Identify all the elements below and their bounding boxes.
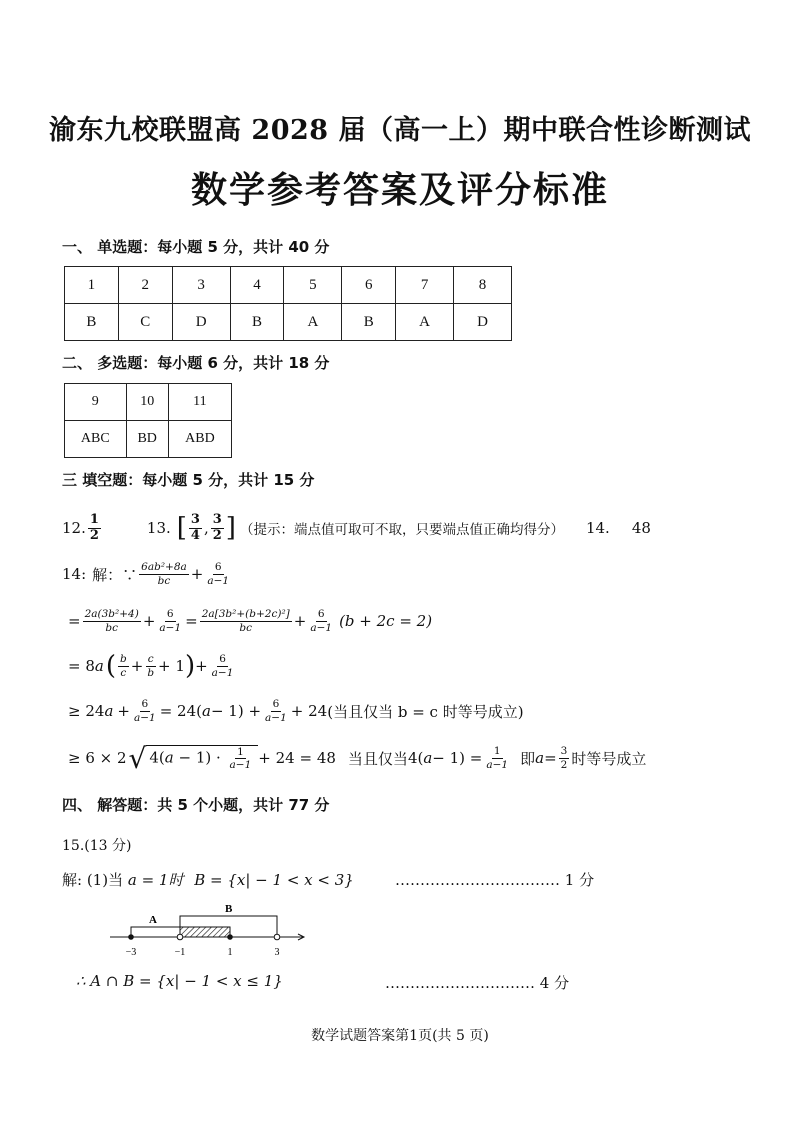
table-cell: 1 [65,267,119,304]
multi-choice-number-row [65,384,232,421]
open-point-neg1 [177,934,183,940]
table-cell: 8 [454,267,512,304]
label-b: B [225,903,233,915]
fill-blank-answers: 12. $\frac{1}{2}$ 13. [ $\frac{3}{4}$ , $\frac{3}{2}$ ] （提示：端点值可取可不取，只要端点值正确均得分） 14. 48 [62,511,651,543]
closed-point-1 [227,934,233,940]
fraction: $\frac{b}{c}$ [120,653,127,679]
table-cell: D [454,304,512,341]
q15-score-1: 1 分 [564,871,595,889]
table-cell: 9 [65,384,127,421]
q14-condition1: (当且仅当 b = c 时等号成立) [327,702,524,721]
q15-line1-set: B = {x| − 1 < x < 3} [194,871,354,889]
single-choice-answer-row [65,304,512,341]
tick-label: 3 [274,947,280,958]
q14-condition2: 当且仅当 [347,749,408,768]
q13-a-denominator: 4 [190,527,200,543]
table-cell: 5 [284,267,342,304]
label-a: A [149,914,157,926]
open-point-3 [274,934,280,940]
tick-label: −3 [125,947,137,958]
tick-label: 1 [227,947,233,958]
table-cell: ABD [168,421,231,458]
table-cell: C [118,304,172,341]
q13-a-numerator: 3 [190,511,200,527]
table-cell: B [230,304,284,341]
dot-leader: …………………………… [395,871,560,889]
table-cell: 11 [168,384,231,421]
fraction: $\frac{6}{a-1}$ [207,561,230,587]
q14-line3: = 8 a ( $\frac{b}{c}$ + $\frac{c}{b}$ + 1 ) + $\frac{6}{a-1}$ [68,651,234,681]
fraction: $\frac{6}{a-1}$ [265,698,287,724]
intersection-hatch [180,927,230,937]
table-cell: 4 [230,267,284,304]
number-line-diagram [105,903,315,961]
q14-condition2b: 即 [520,749,536,768]
q12-fraction [88,513,101,544]
fraction: $\frac{c}{b}$ [147,653,155,679]
q14-line4: ≥ 24 a + $\frac{6}{a-1}$ = 24( a − 1) + $\frac{6}{a-1}$ + 24 (当且仅当 b = c 时等号成立) [68,698,524,724]
q14-line1: 14: 解：∵ $\frac{\text{6ab²+8a}}{bc}$ + $\frac{6}{a-1}$ [62,561,230,587]
q15-score-2: 4 分 [539,974,570,992]
fraction: $\frac{\text{2a(3b²+4)}}{bc}$ [84,608,139,634]
q14-line5: ≥ 6 × 2 √ 4(a − 1) · $\frac{1}{a-1}$ + 24 = 48 当且仅当 4( a − 1) = $\frac{1}{a-1}$ 即 a = $\frac{3}{2}$ 时等号成立 [68,741,647,775]
fraction: $\frac{6}{a-1}$ [133,698,156,724]
q15-line2-score-row [385,972,569,993]
q14-label: 14: [62,565,87,583]
page-footer: 数学试题答案第1页(共 5 页) [311,1028,489,1044]
tick-label: −1 [174,947,186,958]
table-cell: 7 [396,267,454,304]
square-root: 4(a − 1) · $\frac{1}{a-1}$ [146,745,258,771]
table-cell: 10 [126,384,168,421]
fraction: $\frac{1}{a-1}$ [486,745,509,771]
table-cell: B [65,304,119,341]
section3-heading: 三 填空题：每小题 5 分，共计 15 分 [62,471,315,489]
table-cell: D [172,304,230,341]
table-cell: B [342,304,396,341]
q15-line1 [62,869,354,890]
fraction: $\frac{\text{6ab²+8a}}{bc}$ [141,561,187,587]
q14-answer: 48 [631,519,651,537]
title-line2: 数学参考答案及评分标准 [190,169,609,211]
single-choice-number-row [65,267,512,304]
q13-note: （提示：端点值可取可不取，只要端点值正确均得分） [239,522,564,538]
fraction: $\frac{6}{a-1}$ [211,653,234,679]
table-cell: A [396,304,454,341]
fraction: $\frac{3}{2}$ [560,745,568,771]
q15-line1-cond: a = 1时 [127,871,184,889]
section4-heading: 四、 解答题：共 5 个小题，共计 77 分 [62,796,330,814]
q13-b-denominator: 2 [212,527,222,543]
table-cell: 6 [342,267,396,304]
closed-point-neg3 [128,934,134,940]
q14-answer-label: 14. [585,519,610,537]
q13-fraction-b [211,513,224,544]
fraction: $\frac{6}{a-1}$ [310,608,333,634]
multi-choice-table [64,383,232,458]
section1-heading: 一、 单选题：每小题 5 分，共计 40 分 [62,238,330,256]
q14-condition2c: 时等号成立 [571,749,647,768]
q15-line2-set: ∴ A ∩ B = {x| − 1 < x ≤ 1} [76,972,283,990]
q15-line1-prefix: 解: (1)当 [62,871,124,889]
q14-line2: = $\frac{\text{2a(3b²+4)}}{bc}$ + $\frac{6}{a-1}$ = $\frac{\text{2a[3b²+(b+2c)²]}}{bc}$ + $\frac{6}{a-1}$ (b + 2c = 2) [68,608,433,634]
q13-fraction-a [189,513,202,544]
fraction: $\frac{\text{2a[3b²+(b+2c)²]}}{bc}$ [201,608,290,634]
dot-leader: ………………………… [385,974,535,992]
table-cell: 2 [118,267,172,304]
table-cell: 3 [172,267,230,304]
fraction: $\frac{6}{a-1}$ [159,608,182,634]
multi-choice-answer-row [65,421,232,458]
q14-solve-label: 解：∵ [92,565,138,584]
single-choice-table [64,266,512,341]
q15-line1-score-row [395,869,594,890]
table-cell: A [284,304,342,341]
section2-heading: 二、 多选题：每小题 6 分，共计 18 分 [62,354,330,372]
table-cell: ABC [65,421,127,458]
q12-denominator: 2 [89,527,99,543]
q13-b-numerator: 3 [212,511,222,527]
table-cell: BD [126,421,168,458]
q15-header: 15.(13 分) [62,838,132,854]
q12-numerator: 1 [89,511,99,527]
title-line1: 渝东九校联盟高 2028 届（高一上）期中联合性诊断测试 [49,115,751,146]
q12-label: 12. [62,519,86,537]
q13-label: 13. [146,519,171,537]
fraction: $\frac{1}{a-1}$ [229,745,252,771]
